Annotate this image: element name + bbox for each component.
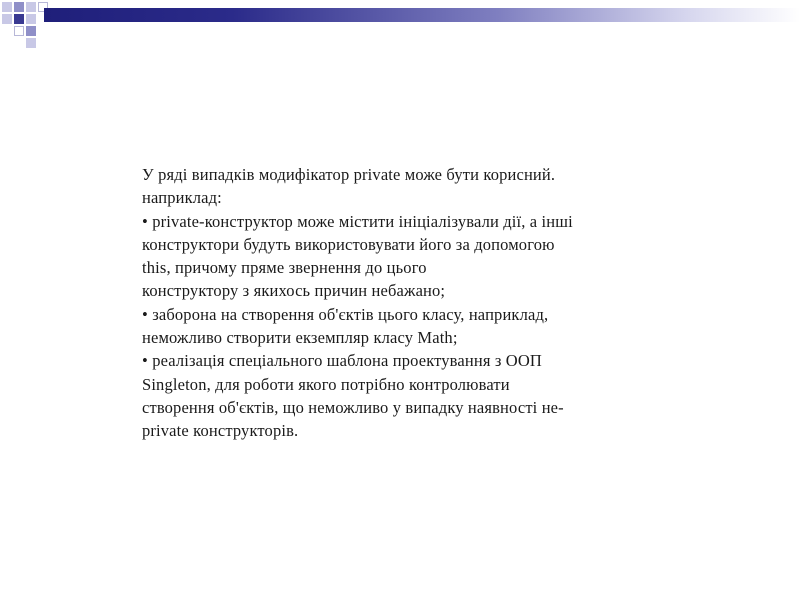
slide-body-text [142,163,672,443]
decor-square [14,2,24,12]
body-line: Singleton, для роботи якого потрібно контролювати [142,374,510,394]
header-gradient-bar [44,8,800,22]
body-line: this, причому пряме звернення до цього [142,258,427,278]
body-line: • заборона на створення об'єктів цього класу, наприклад, [142,304,549,324]
decor-square [26,2,36,12]
body-line: конструктору з якихось причин небажано; [142,281,446,301]
decor-square [2,14,12,24]
body-line: • private-конструктор може містити ініціалізували дії, а інші [142,211,573,231]
body-line: • реалізація спеціального шаблона проектування з ООП [142,351,542,371]
decor-square [14,14,24,24]
decor-square [26,14,36,24]
body-line: неможливо створити екземпляр класу Math; [142,328,458,348]
decor-square [26,26,36,36]
decor-square [2,2,12,12]
body-line: У ряді випадків модифікатор private може бути корисний. [142,165,556,184]
decor-square [14,26,24,36]
body-line: конструктори будуть використовувати його за допомогою [142,234,555,254]
body-line: створення об'єктів, що неможливо у випадку наявності не- [142,397,564,417]
body-line: наприклад: [142,188,222,208]
slide-header-decoration [0,0,800,48]
decor-square [26,38,36,48]
body-line: private конструкторів. [142,421,299,441]
